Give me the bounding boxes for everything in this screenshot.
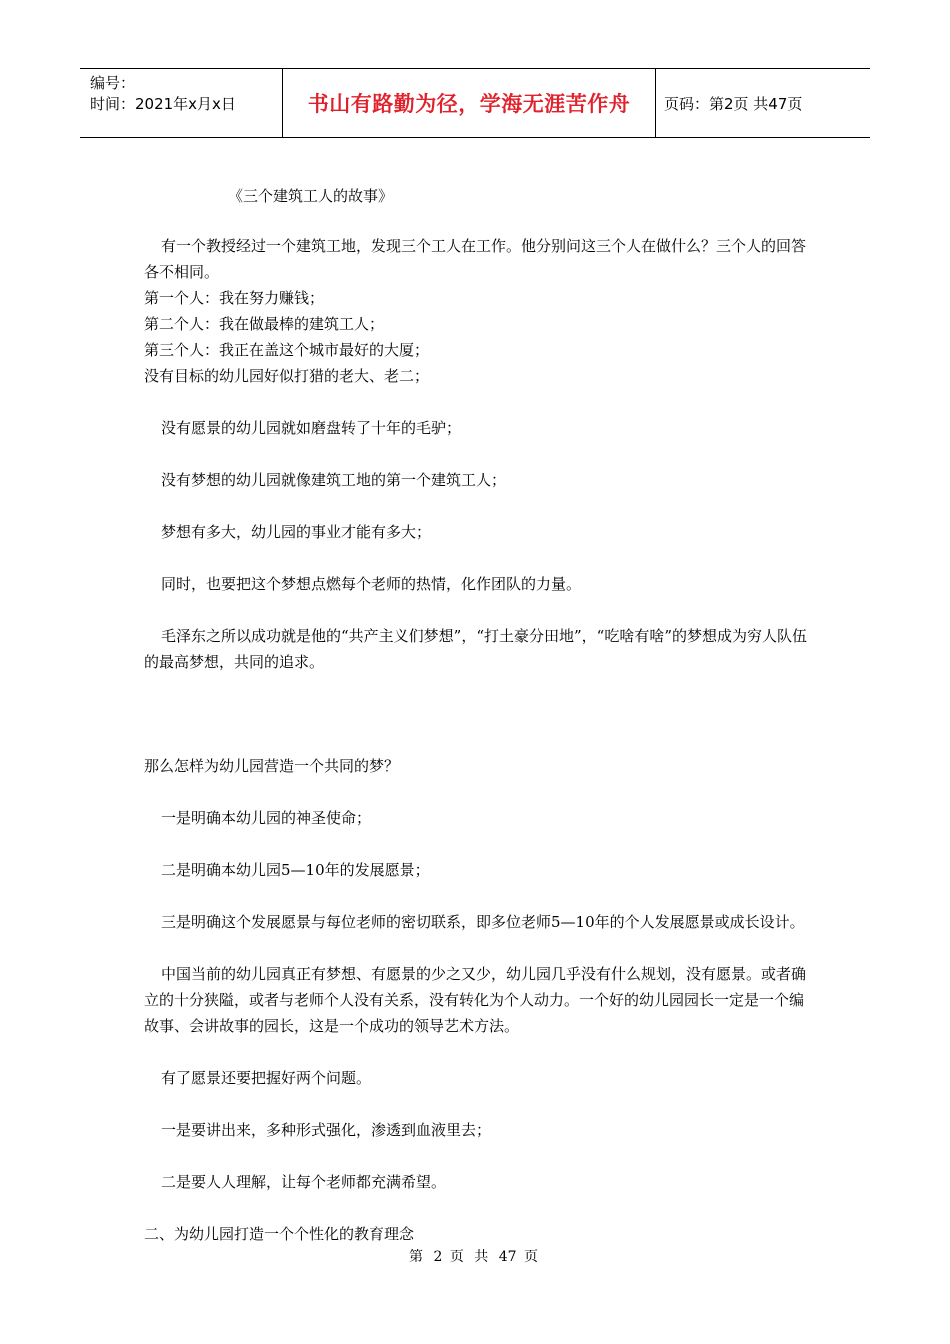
question: 那么怎样为幼儿园营造一个共同的梦？ [144,757,400,775]
document-header [80,68,870,138]
point-1: 一是明确本幼儿园的神圣使命； [161,809,372,827]
header-motto-cell [282,69,656,137]
answer-2: 第二个人：我在做最棒的建筑工人； [144,315,385,333]
code-label: 编号： [90,74,136,92]
vision-2: 二是要人人理解，让每个老师都充满希望。 [161,1173,447,1191]
header-meta [80,69,282,137]
paragraph-china: 中国当前的幼儿园真正有梦想、有愿景的少之又少，幼儿园几乎没有什么规划，没有愿景。或者确立的十分狭隘，或者与老师个人没有关系，没有转化为个人动力。一个好的幼儿园园长一定是一个编故事、会讲故事的园长，这是一个成功的领导艺术方法。 [144,965,807,1035]
paragraph-intro: 有一个教授经过一个建筑工地，发现三个工人在工作。他分别问这三个人在做什么？三个人的回答各不相同。 [144,237,807,281]
vision-intro: 有了愿景还要把握好两个问题。 [161,1069,372,1087]
answer-3: 第三个人：我正在盖这个城市最好的大厦； [144,341,430,359]
footer-total-pages: 47 [498,1249,517,1265]
line-1: 没有目标的幼儿园好似打猎的老大、老二； [144,367,430,385]
footer-suffix: 页 [524,1249,541,1265]
section-heading-2: 二、为幼儿园打造一个个性化的教育理念 [144,1225,415,1243]
line-3: 没有梦想的幼儿园就像建筑工地的第一个建筑工人； [161,471,507,489]
line-6: 毛泽东之所以成功就是他的“共产主义们梦想”，“打土豪分田地”，“吃啥有啥”的梦想成为穷人队伍的最高梦想，共同的追求。 [144,627,808,671]
footer-page-number: 2 [433,1249,443,1265]
line-5: 同时，也要把这个梦想点燃每个老师的热情，化作团队的力量。 [161,575,582,593]
line-4: 梦想有多大，幼儿园的事业才能有多大； [161,523,432,541]
article-title: 《三个建筑工人的故事》 [228,187,394,205]
document-body [144,183,812,1247]
line-2: 没有愿景的幼儿园就如磨盘转了十年的毛驴； [161,419,462,437]
footer-mid: 页 共 [449,1249,492,1265]
vision-1: 一是要讲出来，多种形式强化，渗透到血液里去； [161,1121,492,1139]
header-page-cell [656,69,870,137]
page-label: 页码：第2页 共47页 [664,94,803,113]
point-2: 二是明确本幼儿园5—10年的发展愿景； [161,861,430,879]
motto: 书山有路勤为径，学海无涯苦作舟 [307,92,631,116]
answer-1: 第一个人：我在努力赚钱； [144,289,325,307]
footer-prefix: 第 [408,1249,426,1265]
point-3: 三是明确这个发展愿景与每位老师的密切联系，即多位老师5—10年的个人发展愿景或成长设计。 [161,913,805,931]
page-footer [0,1246,950,1266]
time-label: 时间：2021年x月x日 [90,95,236,113]
